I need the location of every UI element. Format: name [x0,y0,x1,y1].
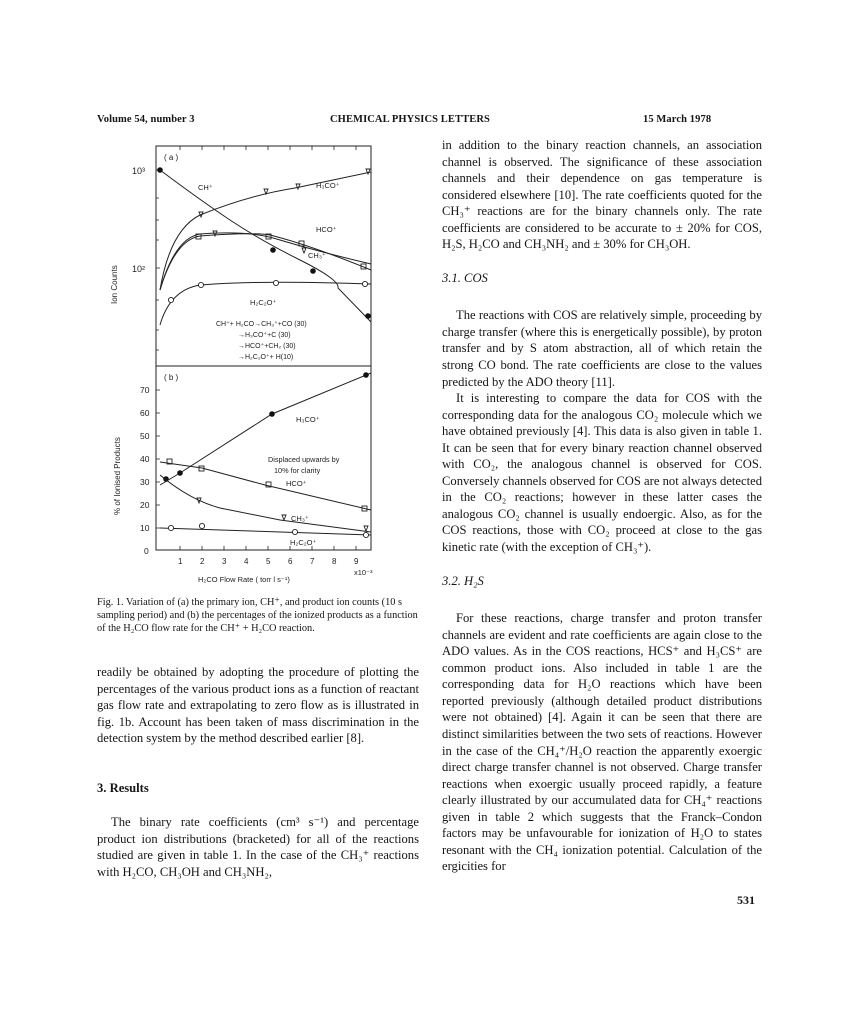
reaction-line-4: →H₂C₂O⁺+ H(10) [238,354,294,361]
panel-b-note-2: 10% for clarity [274,466,321,475]
ch3-plus-point [302,248,306,253]
ch-plus-point [310,268,316,274]
h2c2o-plus-point [198,282,203,287]
panel-b-ytick: 40 [140,454,150,464]
xtick: 2 [200,557,205,566]
h2c2o-plus-point [363,532,368,537]
subsection-heading-cos: 3.1. COS [442,270,488,285]
panel-b-ylabel: % of Ionised Products [113,437,122,515]
paragraph: For these reactions, charge transfer and proton transfer channels are evident and rate coefficients are again close to the ADO values. As in the COS reactions, HCS⁺ and H₃CS⁺ are common product ions. Also included in table 1 are the corresponding data for H₂O reactions which have been reported previously (although detailed product distributions were not obtained) [4]. Again it can be seen that there are distinct similarities between the two sets of reactions. However in the case of the CH₄⁺/H₂O reaction the apparently exoergic direct charge transfer channel is not observed. Charge transfer reactions when exoergic usually proceed rapidly, a feature clearly illustrated by our accumulated data for CH₄⁺ reactions given in table 2 which suggests that the Franck–Condon factors may be unfavourable for ionization of H₂O to states resonant with the CH₄ ionization potential. Calculation of the ergicities for [442,611,762,874]
h3co-plus-point [269,411,275,417]
xtick: 9 [354,557,359,566]
h3co-plus-point [177,470,183,476]
panel-a-ylabel: Ion Counts [110,265,119,304]
label-ch-plus: CH⁺ [198,183,213,192]
panel-b-ytick: 10 [140,523,150,533]
xtick: 1 [178,557,183,566]
panel-b-xlabel: H₂CO Flow Rate ( torr l s⁻¹) [198,575,290,584]
figure-1 [90,140,420,590]
panel-b [113,366,373,584]
h2c2o-plus-point [199,523,204,528]
right-column [442,137,762,875]
panel-a-tag: ( a ) [164,153,179,162]
label-hco-plus: HCO⁺ [316,225,337,234]
ch-plus-point [157,167,163,173]
panel-a-ytick-100: 10² [132,264,146,274]
paragraph: It is interesting to compare the data for COS with the corresponding data for the analogous CO₂ molecule which we have obtained previously [4]. This data is also given in table 1. It can be seen that for every binary reaction channel observed with CO₂, the analogous channel is observed for COS. Conversely channels observed for COS are not always detected in the CO₂ reactions; however in these latter cases the analogous CO₂ channel is usually endoergic. Also, as for the COS reactions, those with CO₂ proceed at close to the gas kinetic rate (with the exception of CH₃⁺). [442,391,762,555]
h2c2o-plus-point [292,529,297,534]
running-header-date: 15 March 1978 [643,114,712,125]
ch-plus-point [270,247,276,253]
label-hco-plus-b: HCO⁺ [286,479,307,488]
ch3-plus-point [364,526,368,531]
running-header-journal: CHEMICAL PHYSICS LETTERS [330,114,490,125]
paragraph: The reactions with COS are relatively simple, proceeding by charge transfer (where this is energetically possible), by proton transfer and by S atom abstraction, all of which retain the strong CO bond. The rate coefficients are close to the values predicted by the ADO theory [11]. [442,308,762,389]
h3co-plus-point [296,184,300,189]
xtick: 8 [332,557,337,566]
paragraph: in addition to the binary reaction channels, an association channel is observed. The significance of these association channels and their dependence on gas temperature is considered elsewhere [10]. The rate coefficients quoted for the CH₃⁺ reactions are for the binary channels only. The rate coefficients are considered to be accurate to ± 20% for COS, H₂S, H₂CO and CH₃NH₂ and ± 30% for CH₃OH. [442,138,762,252]
paragraph: The binary rate coefficients (cm³ s⁻¹) and percentage product ion distributions (bracketed) for all of the reactions studied are given in table 1. In the case of the CH₃⁺ reactions with H₂CO, CH₃OH and CH₃NH₂, [97,815,419,879]
ch3-plus-point [282,515,286,520]
x-scale-factor: x10⁻³ [354,568,373,577]
ch-plus-point [365,313,371,319]
reaction-line-1: CH⁺+ H₂CO→CH₃⁺+CO (30) [216,321,307,328]
panel-b-ytick: 30 [140,477,150,487]
xtick: 5 [266,557,271,566]
label-h3co-plus-b: H₃CO⁺ [296,415,320,424]
page-number: 531 [737,893,755,907]
xtick: 6 [288,557,293,566]
label-ch3-plus-b: CH₃⁺ [291,514,309,523]
h2c2o-plus-point [273,280,278,285]
panel-b-ytick: 0 [144,546,149,556]
left-column [97,664,419,880]
reaction-line-2: →H₃CO⁺+C (30) [238,332,291,339]
paragraph: readily be obtained by adopting the procedure of plotting the percentages of the various product ions as a function of reactant gas flow rate and extrapolating to zero flow as is illustrated in fig. 1b. Account has been taken of mass discrimination in the detection system by the method described earlier [8]. [97,665,419,746]
label-h2c2o-plus: H₂C₂O⁺ [250,298,277,307]
panel-b-ytick: 20 [140,500,150,510]
label-h3co-plus: H₃CO⁺ [316,181,340,190]
running-header-volume: Volume 54, number 3 [97,114,195,125]
xtick: 7 [310,557,315,566]
panel-b-ytick: 50 [140,431,150,441]
label-ch3-plus: CH₃⁺ [308,251,326,260]
panel-b-tag: ( b ) [164,373,179,382]
reaction-line-3: →HCO⁺+CH₂ (30) [238,343,296,350]
subsection-heading-h2s: 3.2. H₂S [442,573,484,588]
panel-a [110,146,371,366]
h2c2o-plus-point [168,525,173,530]
xtick: 4 [244,557,249,566]
h3co-plus-point [363,372,369,378]
section-heading-results: 3. Results [97,780,149,795]
figure-caption: Fig. 1. Variation of (a) the primary ion, CH⁺, and product ion counts (10 s sampling period) and (b) the percentages of the ionized products as a function of the H₂CO flow rate for the CH⁺ + H₂CO reaction. [97,597,418,634]
label-h2c2o-plus-b: H₂C₂O⁺ [290,538,317,547]
panel-b-note-1: Displaced upwards by [268,455,340,464]
panel-b-ytick: 70 [140,385,150,395]
panel-b-ytick: 60 [140,408,150,418]
h2c2o-plus-point [168,297,173,302]
panel-a-ytick-1000: 10³ [132,166,146,176]
h2c2o-plus-point [362,281,367,286]
xtick: 3 [222,557,227,566]
